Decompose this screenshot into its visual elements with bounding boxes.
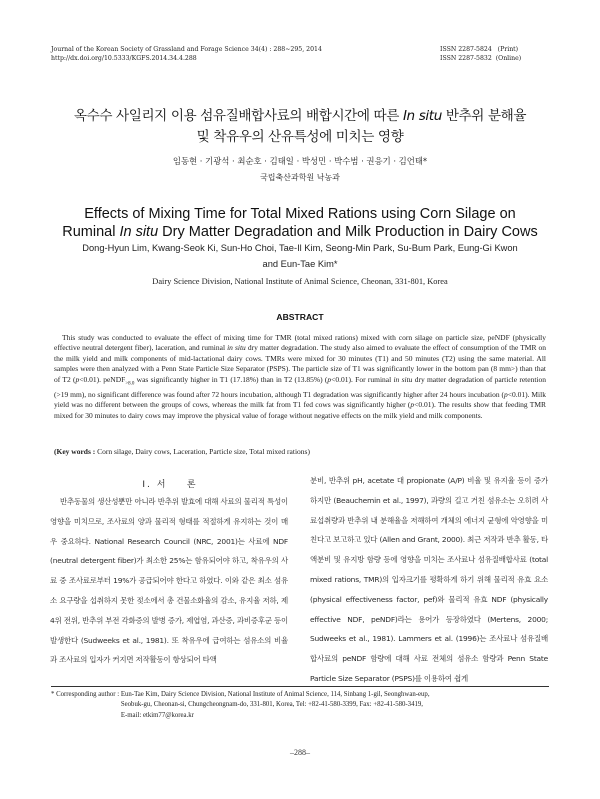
keywords-label: (Key words : <box>54 447 98 456</box>
issn-block <box>440 45 521 63</box>
doi-link[interactable]: http://dx.doi.org/10.5333/KGFS.2014.34.4.288 <box>51 55 197 62</box>
korean-title-text-end: 반추위 분해율 <box>441 108 527 124</box>
section-heading-introduction: Ⅰ. 서 론 <box>142 480 198 490</box>
english-authors-line2: and Eun-Tae Kim* <box>262 259 338 269</box>
footnote-divider <box>51 686 549 687</box>
body-column-right: 분비, 반추위 pH, acetate 대 propionate (A/P) 비율 및 유지율 등이 증가하지만 (Beauchemin et al., 1997), 과량의 길고 거친 섬유소는 오히려 사료섭취량과 반추위 내 분해율을 저해하여 개체의 에너지 균형에 악영향을 미친다고 보고하고 있다 (Allen and Grant, 2000). 최근 저작과 반추 활동, 타액분비 및 유지방 함량 등에 영향을 미치는 조사료나 섬유질배합사료 (total mixed rations, TMR)의 입자크기를 평확하게 하기 위해 물리적 유효 요소 (physical effectiveness factor, pef)와 물리적 유효 NDF (physically effective NDF, peNDF)라는 용어가 등장하였다 (Mertens, 2000; Sudweeks et al., 1981). Lammers et al. (1996)는 조사료나 섬유질배합사료의 peNDF 함량에 대해 사료 전체의 섬유소 함량과 Penn State Particle Size Separator (PSPS)를 이용하여 쉽게 <box>310 476 548 683</box>
keywords-text: Corn silage, Dairy cows, Laceration, Particle size, Total mixed rations) <box>97 447 310 456</box>
english-title-line2 <box>20 224 580 240</box>
body-column-left: 반추동물의 생산성뿐만 아니라 반추위 발효에 대해 사료의 물리적 특성이 영향을 미치므로, 조사료의 양과 물리적 형태를 적절하게 유지하는 것이 매우 중요하다. National Research Council (NRC, 2001)는 사료에 NDF (neutral detergent fiber)가 최소한 25%는 함유되어야 하고, 착유우의 사료 중 조사료로부터 19%가 공급되어야 한다고 하였다. 이와 같은 최소 섬유소 요구량을 섭취하지 못한 젖소에서 총 건물소화율의 감소, 유지율 저하, 제4위 전위, 반추위 부전 각화증의 발병 증가, 제엽염, 과산증, 과비증후군 등이 발생한다 (Sudweeks et al., 1981). 또 착유우에 급여하는 섬유소의 비율과 조사료의 입자가 커지면 저작활동이 항상되어 타액 <box>50 497 288 665</box>
korean-authors: 임동현 · 기광석 · 최순호 · 김태일 · 박성민 · 박수범 · 권응기 · 김언태* <box>172 156 428 166</box>
footnote-line2: Seobuk-gu, Cheonan-si, Chungcheongnam-do, 331-801, Korea, Tel: +82-41-580-3399, Fax: +82-41-580-3419, <box>120 701 423 709</box>
corresponding-author-footnote <box>51 690 556 721</box>
footnote-label: * Corresponding author : <box>51 691 121 698</box>
english-affiliation: Dairy Science Division, National Institute of Animal Science, Cheonan, 331-801, Korea <box>152 277 448 286</box>
footnote-email[interactable]: E-mail: etkim77@korea.kr <box>120 711 194 719</box>
abstract-heading: ABSTRACT <box>276 312 324 322</box>
abstract-body: This study was conducted to evaluate the effect of mixing time for TMR (total mixed rations) mixed with corn silage on particle size, peNDF (physically effective neutral detergent fiber), laceration, and ruminal in situ dry matter degradation. The study also aimed to evaluate the effect of consumption of the TMR on the milk yield and milk components of mid-lactational dairy cows. TMRs were mixed for 30 minutes (T1) and 50 minutes (T2) using the same material. All samples were then analyzed with a Penn State Particle Size Separator (PSPS). The particle size of T1 was significantly lower in the bottom pan (8 mm>) than that of T2 (p<0.01). peNDF$_{>8.0}$ was significantly higher in T1 (17.18%) than in T2 (13.85%) (p<0.01). For ruminal in situ dry matter degradation of particle retention (>19 mm), no significant difference was found after 72 hours incubation, although T1 degradation was significantly higher after 24 hours incubation (p<0.01). Milk yield was no different between the groups of cows, whereas the milk fat from T1 fed cows was significantly higher (p<0.01). The results show that feeding TMR mixed for 30 minutes to dairy cows may improve the physical value of forage without negative effects on the milk yield and milk components. <box>54 333 547 420</box>
page-number: –288– <box>290 748 310 757</box>
korean-title-italic: In situ <box>402 108 442 124</box>
english-title-text-end: Dry Matter Degradation and Milk Production in Dairy Cows <box>158 224 538 240</box>
keywords <box>54 447 546 457</box>
korean-title-text: 옥수수 사일리지 이용 섬유질배합사료의 배합시간에 따른 <box>73 108 403 124</box>
issn-online: ISSN 2287-5832 (Online) <box>440 55 522 62</box>
english-title-text: Ruminal <box>62 224 120 240</box>
issn-print: ISSN 2287-5824 (Print) <box>440 46 519 53</box>
korean-title-line2: 및 착유우의 산유특성에 미치는 영향 <box>196 129 404 145</box>
journal-header <box>51 45 322 63</box>
english-title-italic: In situ <box>119 224 159 240</box>
english-authors-line1: Dong-Hyun Lim, Kwang-Seok Ki, Sun-Ho Choi, Tae-Il Kim, Seong-Min Park, Su-Bum Park, Eung-Gi Kwon <box>82 243 518 253</box>
english-title-line1: Effects of Mixing Time for Total Mixed Rations using Corn Silage on <box>84 206 516 222</box>
korean-affiliation: 국립축산과학원 낙농과 <box>260 173 340 182</box>
korean-title-line1 <box>20 104 580 124</box>
journal-citation: Journal of the Korean Society of Grassland and Forage Science 34(4) : 288~295, 2014 <box>51 46 322 53</box>
footnote-line1: Eun-Tae Kim, Dairy Science Division, National Institute of Animal Science, 114, Sinbang 1-gil, Seonghwan-eup, <box>120 691 430 698</box>
